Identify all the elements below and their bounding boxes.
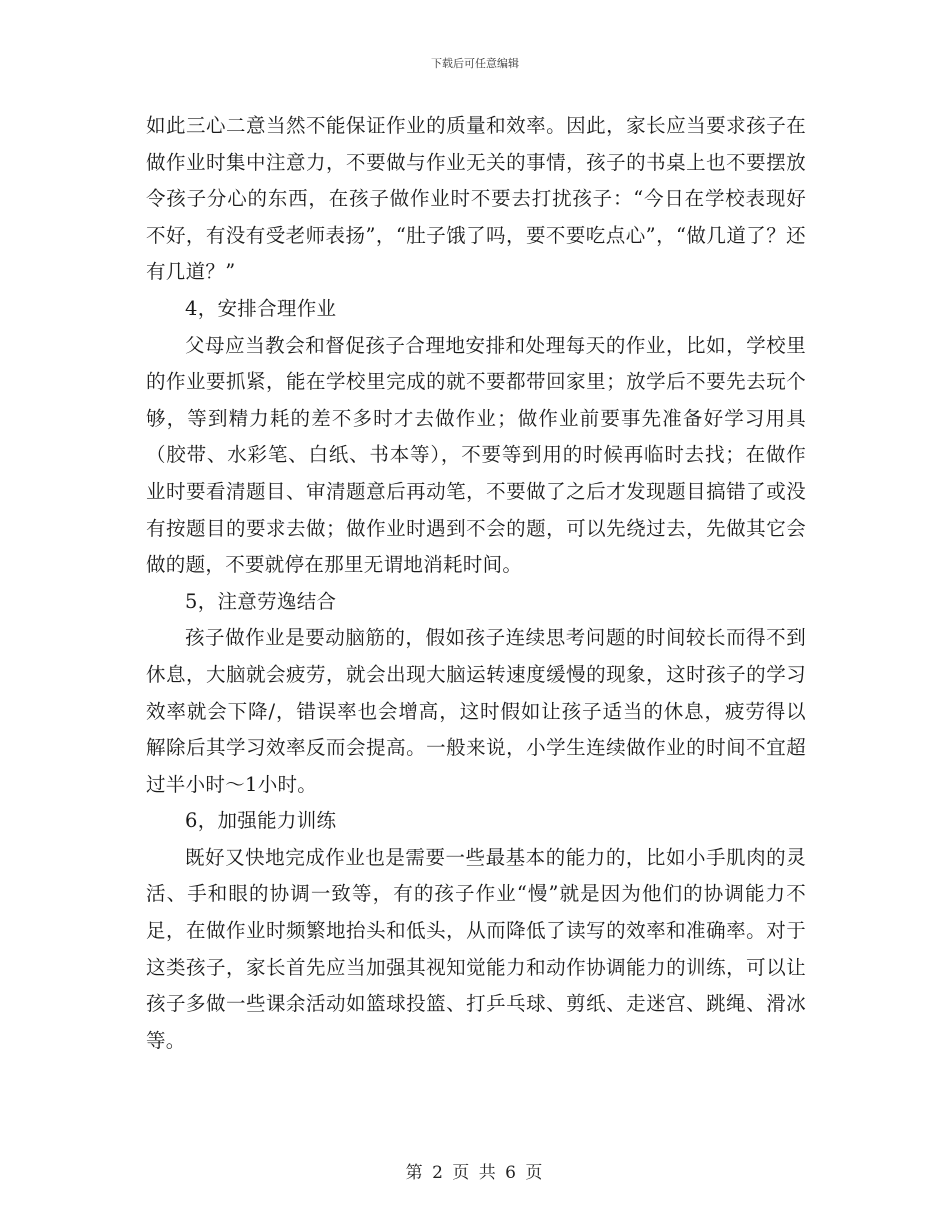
section-heading-5: 5，注意劳逸结合 — [185, 589, 337, 613]
paragraph-section-5: 孩子做作业是要动脑筋的，假如孩子连续思考问题的时间较长而得不到休息，大脑就会疲劳，就会出现大脑运转速度缓慢的现象，这时孩子的学习效率就会下降/，错误率也会增高，这时假如让孩子适当的休息，疲劳得以解除后其学习效率反而会提高。一般来说，小学生连续做作业的时间不宜超过半小时～1小时。 — [146, 626, 806, 796]
document-body — [146, 108, 806, 1059]
paragraph-section-4: 父母应当教会和督促孩子合理地安排和处理每天的作业，比如，学校里的作业要抓紧，能在学校里完成的就不要都带回家里；放学后不要先去玩个够，等到精力耗的差不多时才去做作业；做作业前要事先准备好学习用具（胶带、水彩笔、白纸、书本等），不要等到用的时候再临时去找；在做作业时要看清题目、审清题意后再动笔，不要做了之后才发现题目搞错了或没有按题目的要求去做；做作业时遇到不会的题，可以先绕过去，先做其它会做的题，不要就停在那里无谓地消耗时间。 — [146, 333, 806, 577]
paragraph-continuation: 如此三心二意当然不能保证作业的质量和效率。因此，家长应当要求孩子在做作业时集中注意力，不要做与作业无关的事情，孩子的书桌上也不要摆放令孩子分心的东西，在孩子做作业时不要去打扰孩子：“今日在学校表现好不好，有没有受老师表扬”，“肚子饿了吗，要不要吃点心”，“做几道了？还有几道？” — [146, 114, 806, 284]
section-heading-4: 4，安排合理作业 — [185, 296, 337, 320]
page-number-footer: 第 2 页 共 6 页 — [405, 1163, 545, 1183]
paragraph-section-6: 既好又快地完成作业也是需要一些最基本的能力的，比如小手肌肉的灵活、手和眼的协调一致等，有的孩子作业“慢”就是因为他们的协调能力不足，在做作业时频繁地抬头和低头，从而降低了读写的效率和准确率。对于这类孩子，家长首先应当加强其视知觉能力和动作协调能力的训练，可以让孩子多做一些课余活动如篮球投篮、打乒乓球、剪纸、走迷宫、跳绳、滑冰等。 — [146, 845, 806, 1052]
page-header: 下载后可任意编辑 — [431, 57, 519, 70]
section-heading-6: 6，加强能力训练 — [185, 809, 337, 833]
